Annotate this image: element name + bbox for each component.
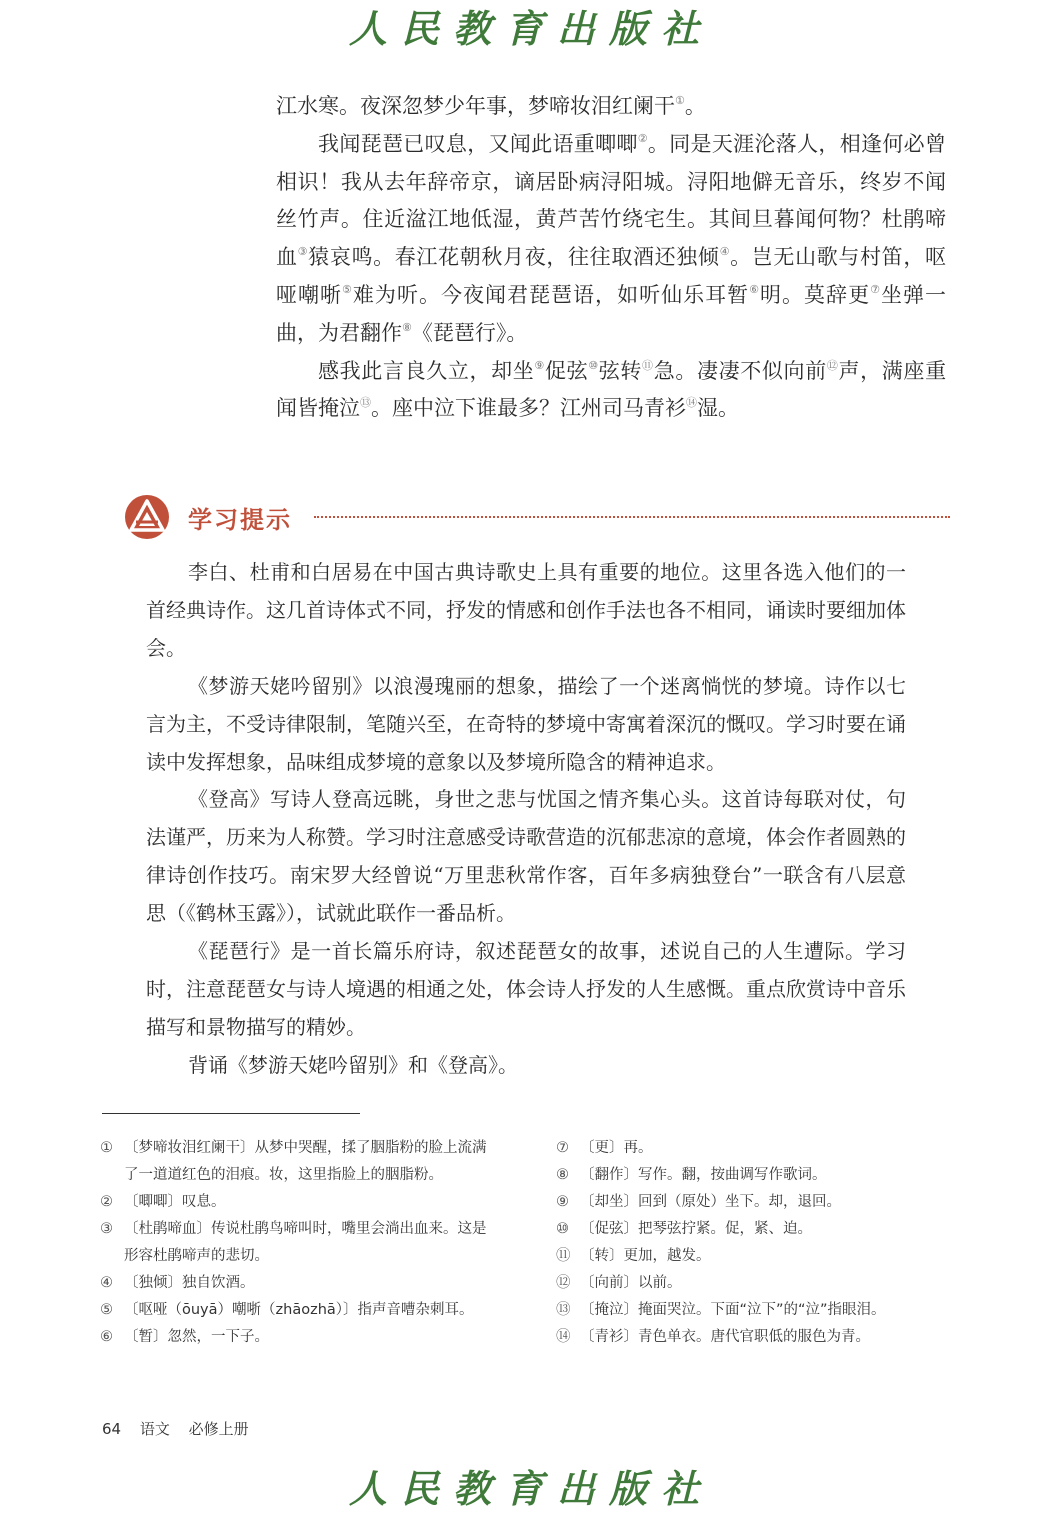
volume-title: 必修上册 [188, 1420, 249, 1438]
tips-paragraph: 《梦游天姥吟留别》以浪漫瑰丽的想象，描绘了一个迷离惝恍的梦境。诗作以七言为主，不受诗律限制，笔随兴至，在奇特的梦境中寄寓着深沉的慨叹。学习时要在诵读中发挥想象，品味组成梦境的意象以及梦境所隐含的精神追求。 [146, 673, 906, 774]
footnote-text: 〔唧唧〕叹息。 [124, 1194, 226, 1210]
poem-text [276, 88, 946, 428]
footnote [556, 1162, 976, 1189]
footnote-number: ⑤ [100, 1302, 113, 1318]
footnote-text: 〔暂〕忽然，一下子。 [124, 1329, 269, 1345]
poem-text-run: 。座中泣下谁最多？江州司马青衫 [371, 396, 686, 421]
footnote-marker: ② [637, 131, 648, 145]
poem-text-run: 明。莫辞更 [760, 282, 871, 307]
tips-paragraph: 李白、杜甫和白居易在中国古典诗歌史上具有重要的地位。这里各选入他们的一首经典诗作。这几首诗体式不同，抒发的情感和创作手法也各不相同，诵读时要细加体会。 [146, 560, 906, 660]
footnote-number: ① [100, 1140, 113, 1156]
poem-text-run: 。岂无山歌与村笛，呕哑嘲哳 [276, 245, 946, 307]
footnote-number: ② [100, 1194, 113, 1210]
footnote-marker: ⑭ [686, 396, 697, 410]
footnote [100, 1324, 500, 1351]
tips-paragraph: 《登高》写诗人登高远眺，身世之悲与忧国之情齐集心头。这首诗每联对仗，句法谨严，历来为人称赞。学习时注意感受诗歌营造的沉郁悲凉的意境，体会作者圆熟的律诗创作技巧。南宋罗大经曾说“万里悲秋常作客，百年多病独登台”一联含有八层意思（《鹤林玉露》），试就此联作一番品析。 [146, 787, 906, 926]
poem-paragraph [276, 126, 946, 353]
poem-text-run: 声，满座重闻皆掩泣 [276, 358, 947, 421]
footnote-number: ⑪ [556, 1248, 571, 1264]
footnote [556, 1189, 976, 1216]
poem-text-run: 猿哀鸣。春江花朝秋月夜，往往取酒还独倾 [308, 245, 720, 270]
footnote-marker: ⑫ [826, 358, 839, 372]
footnote-marker: ⑤ [342, 282, 353, 296]
footnote-text: 〔杜鹃啼血〕传说杜鹃鸟啼叫时，嘴里会淌出血来。这是形容杜鹃啼声的悲切。 [124, 1221, 487, 1264]
footnote-number: ⑧ [556, 1167, 569, 1183]
study-tips-body [146, 554, 906, 1085]
footnote-marker: ⑦ [870, 282, 881, 296]
footnote [100, 1216, 500, 1270]
footnote-marker: ⑨ [534, 358, 545, 372]
footnote-number: ⑫ [556, 1275, 571, 1291]
book-title: 语文 [139, 1420, 170, 1438]
footnote [100, 1270, 500, 1297]
footnote [100, 1189, 500, 1216]
poem-text-run: 弦转 [598, 358, 643, 383]
publisher-watermark-bottom: 人民教育出版社 [348, 1466, 713, 1511]
poem-text-run: 我闻琵琶已叹息，又闻此语重唧唧 [318, 131, 638, 156]
page-number: 64 [102, 1420, 122, 1438]
poem-text-run: 感我此言良久立，却坐 [318, 358, 535, 383]
study-tips-title: 学习提示 [188, 506, 292, 534]
footnote [556, 1216, 976, 1243]
footnote-text: 〔更〕再。 [580, 1140, 653, 1156]
study-tips-header [124, 494, 950, 542]
poem-text-run: 坐弹一曲，为君翻作 [276, 282, 946, 345]
footnote [100, 1135, 500, 1189]
dotted-divider [314, 516, 950, 518]
footnote-number: ⑬ [556, 1302, 571, 1318]
footnote-number: ④ [100, 1275, 113, 1291]
footnote-text: 〔却坐〕回到（原处）坐下。却，退回。 [580, 1194, 841, 1210]
footnotes-left-column [100, 1135, 500, 1351]
poem-text-run: 江水寒。夜深忽梦少年事，梦啼妆泪红阑干 [276, 94, 675, 118]
footnote-marker: ⑥ [749, 282, 761, 296]
footnote-number: ⑭ [556, 1329, 571, 1345]
footnote-number: ⑦ [556, 1140, 569, 1156]
footnote-text: 〔翻作〕写作。翻，按曲调写作歌词。 [580, 1167, 827, 1183]
publisher-watermark-top: 人民教育出版社 [348, 6, 713, 51]
poem-text-run: 难为听。今夜闻君琵琶语，如听仙乐耳暂 [352, 282, 750, 307]
poem-text-run: 。 [684, 94, 706, 118]
footnote-marker: ③ [297, 245, 309, 259]
poem-text-run: 湿。 [697, 396, 739, 421]
tips-paragraph: 《琵琶行》是一首长篇乐府诗，叙述琵琶女的故事，述说自己的人生遭际。学习时，注意琵琶女与诗人境遇的相通之处，体会诗人抒发的人生感慨。重点欣赏诗中音乐描写和景物描写的精妙。 [146, 939, 906, 1039]
poem-paragraph [276, 353, 946, 429]
footnote-text: 〔促弦〕把琴弦拧紧。促，紧、迫。 [580, 1221, 812, 1237]
footnote-rule [102, 1113, 360, 1114]
footnote-text: 〔梦啼妆泪红阑干〕从梦中哭醒，揉了胭脂粉的脸上流满了一道道红色的泪痕。妆，这里指脸上的胭脂粉。 [124, 1140, 487, 1183]
tips-paragraph: 背诵《梦游天姥吟留别》和《登高》。 [188, 1052, 518, 1077]
footnote [556, 1135, 976, 1162]
footnote-marker: ① [675, 94, 685, 107]
poem-text-run: 急。凄凄不似向前 [653, 358, 827, 383]
footnote-marker: ⑧ [402, 320, 412, 334]
footnote [556, 1297, 976, 1324]
footnote-number: ⑨ [556, 1194, 569, 1210]
footnote-marker: ⑪ [642, 358, 654, 372]
poem-text-run: 促弦 [544, 358, 589, 383]
poem-text-run: 《琵琶行》。 [411, 320, 528, 345]
footnote-marker: ④ [719, 245, 731, 259]
footnote-text: 〔转〕更加，越发。 [580, 1248, 711, 1264]
footnote-marker: ⑩ [588, 358, 599, 372]
footnote-marker: ⑬ [360, 396, 371, 410]
footnote [556, 1270, 976, 1297]
footnotes-right-column [556, 1135, 976, 1351]
footnote-number: ⑩ [556, 1221, 569, 1237]
footnote-text: 〔呕哑（ōuyā）嘲哳（zhāozhā）〕指声音嘈杂刺耳。 [124, 1302, 474, 1318]
study-tips-icon [124, 494, 170, 540]
poem-text-run: 。同是天涯沦落人，相逢何必曾相识！我从去年辞帝京，谪居卧病浔阳城。浔阳地僻无音乐，终岁不闻丝竹声。住近湓江地低湿，黄芦苦竹绕宅生。其间旦暮闻何物？杜鹃啼血 [276, 131, 946, 270]
footnote-text: 〔独倾〕独自饮酒。 [124, 1275, 255, 1291]
footnote [100, 1297, 500, 1324]
footnote-number: ③ [100, 1221, 113, 1237]
footnote-text: 〔向前〕以前。 [580, 1275, 682, 1291]
footnote-text: 〔掩泣〕掩面哭泣。下面“泣下”的“泣”指眼泪。 [580, 1302, 886, 1318]
footnote-text: 〔青衫〕青色单衣。唐代官职低的服色为青。 [580, 1329, 870, 1345]
footnote-number: ⑥ [100, 1329, 113, 1345]
poem-paragraph [276, 88, 946, 126]
footnote [556, 1324, 976, 1351]
footnote [556, 1243, 976, 1270]
page-footer [102, 1418, 263, 1439]
